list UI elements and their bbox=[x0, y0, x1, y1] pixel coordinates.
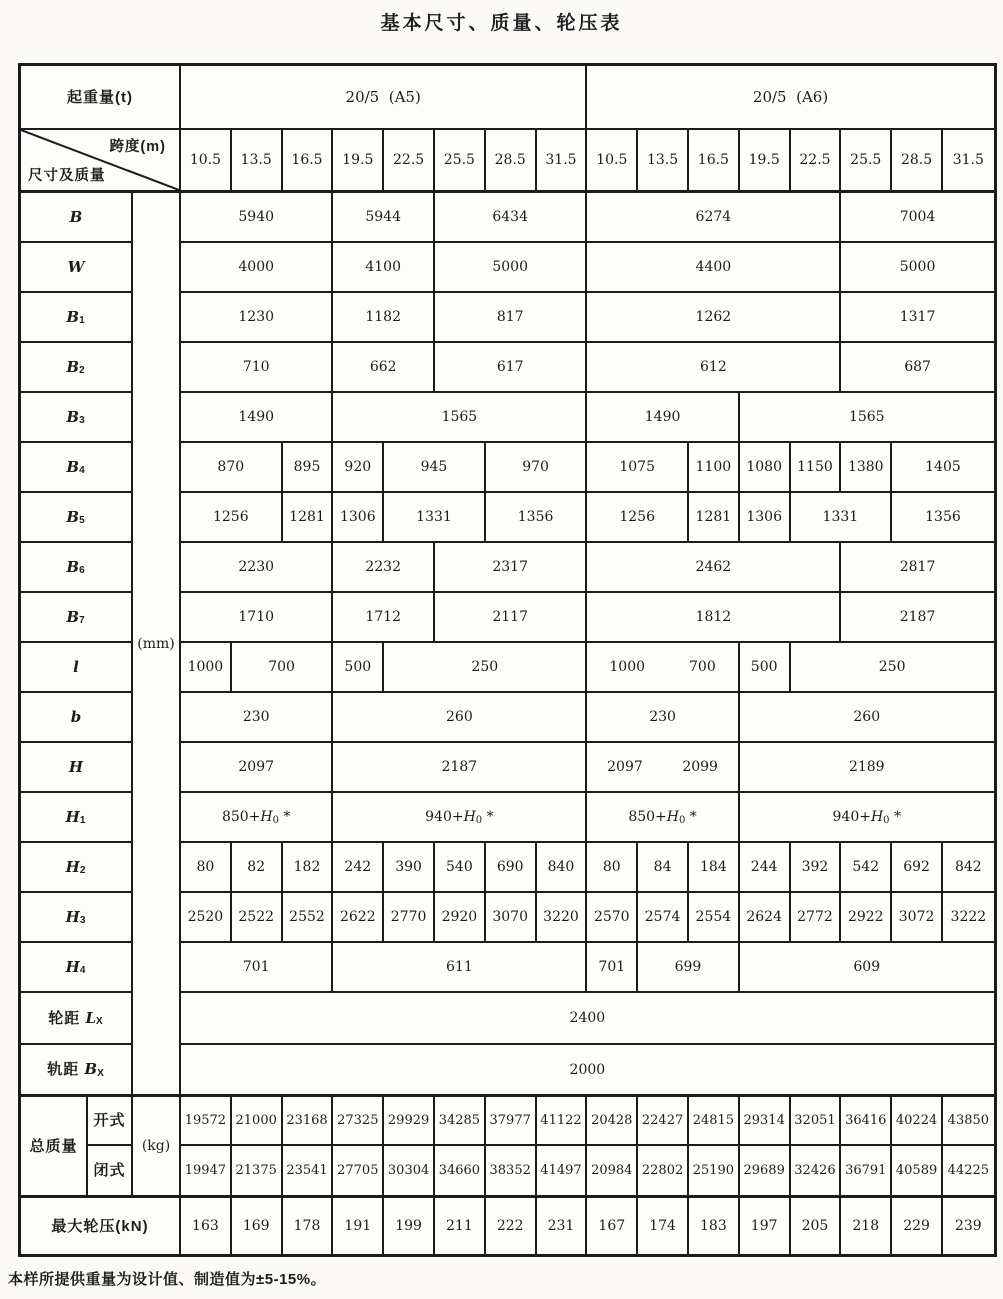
row-label bbox=[21, 493, 133, 543]
table-cell: 191 bbox=[333, 1198, 384, 1254]
text-part: 850+ bbox=[221, 809, 261, 825]
table-cell: 178 bbox=[283, 1198, 334, 1254]
table-cell: 174 bbox=[638, 1198, 689, 1254]
table-cell: 21000 bbox=[232, 1097, 283, 1146]
table-cell: 229 bbox=[892, 1198, 943, 1254]
table-cell: 500 bbox=[740, 643, 791, 693]
span-header: 13.5 bbox=[232, 130, 283, 193]
subscript: X bbox=[97, 1067, 105, 1079]
table-cell: 250 bbox=[384, 643, 587, 693]
table-cell: 1405 bbox=[892, 443, 994, 493]
mass-group-label: 总质量 bbox=[21, 1097, 88, 1198]
subscript: 4 bbox=[79, 465, 86, 476]
text-part: B bbox=[66, 607, 80, 626]
table-cell: 36791 bbox=[841, 1146, 892, 1198]
table-cell: 1565 bbox=[740, 393, 994, 443]
text-part: 940+ bbox=[832, 809, 871, 825]
table-cell: 1565 bbox=[333, 393, 587, 443]
subscript: 7 bbox=[79, 615, 86, 626]
table-cell: 1710 bbox=[181, 593, 333, 643]
table-cell: 41122 bbox=[537, 1097, 588, 1146]
table-cell: 662 bbox=[333, 343, 435, 393]
row-label bbox=[21, 393, 133, 443]
table-cell: 19947 bbox=[181, 1146, 232, 1198]
table-cell: 840 bbox=[537, 843, 588, 893]
table-cell: 540 bbox=[435, 843, 486, 893]
table-cell: 218 bbox=[841, 1198, 892, 1254]
table-cell: 1380 bbox=[841, 443, 892, 493]
subscript: 2 bbox=[79, 865, 87, 876]
subscript: X bbox=[96, 1016, 104, 1027]
table-cell: 1256 bbox=[181, 493, 283, 543]
table-cell: 250 bbox=[791, 643, 994, 693]
span-header: 19.5 bbox=[333, 130, 384, 193]
table-cell: 5000 bbox=[435, 243, 587, 293]
table-cell: 27705 bbox=[333, 1146, 384, 1198]
table-cell: 260 bbox=[740, 693, 994, 743]
table-cell: 687 bbox=[841, 343, 993, 393]
table-cell: 1230 bbox=[181, 293, 333, 343]
dimensions-mass-wheel-pressure-table bbox=[18, 63, 997, 1257]
table-cell bbox=[587, 643, 739, 693]
table-cell: 4400 bbox=[587, 243, 841, 293]
table-cell: 20984 bbox=[587, 1146, 638, 1198]
wheel-pressure-label: 最大轮压(kN) bbox=[21, 1198, 181, 1254]
table-cell: 1080 bbox=[740, 443, 791, 493]
corner-span-vs-dimensions bbox=[21, 130, 181, 193]
row-label bbox=[21, 293, 133, 343]
table-cell: 244 bbox=[740, 843, 791, 893]
text-part: B bbox=[66, 557, 80, 576]
table-cell: 23168 bbox=[283, 1097, 334, 1146]
table-cell: 2187 bbox=[841, 593, 993, 643]
table-cell: 29929 bbox=[384, 1097, 435, 1146]
table-cell: 2000 bbox=[181, 1045, 994, 1097]
table-cell: 34660 bbox=[435, 1146, 486, 1198]
span-header: 22.5 bbox=[791, 130, 842, 193]
header-lifting-capacity: 起重量(t) bbox=[21, 66, 181, 130]
table-cell: 1331 bbox=[384, 493, 486, 543]
table-cell: 1356 bbox=[486, 493, 588, 543]
table-cell: 242 bbox=[333, 843, 384, 893]
table-cell: 21375 bbox=[232, 1146, 283, 1198]
table-cell: 690 bbox=[486, 843, 537, 893]
table-cell: 1256 bbox=[587, 493, 689, 543]
subscript: 4 bbox=[79, 965, 87, 976]
table-cell: 2920 bbox=[435, 893, 486, 943]
table-cell: 82 bbox=[232, 843, 283, 893]
row-label bbox=[21, 443, 133, 493]
table-cell: 19572 bbox=[181, 1097, 232, 1146]
table-cell: 692 bbox=[892, 843, 943, 893]
table-cell: 2574 bbox=[638, 893, 689, 943]
table-cell: 32426 bbox=[791, 1146, 842, 1198]
mass-closed-label: 闭式 bbox=[88, 1146, 133, 1198]
text-part: B bbox=[66, 457, 80, 476]
table-cell: 2117 bbox=[435, 593, 587, 643]
table-cell: 205 bbox=[791, 1198, 842, 1254]
span-header: 19.5 bbox=[740, 130, 791, 193]
table-cell: 260 bbox=[333, 693, 587, 743]
table-cell: 2570 bbox=[587, 893, 638, 943]
text-part: H bbox=[65, 807, 80, 826]
table-cell: 27325 bbox=[333, 1097, 384, 1146]
table-cell: 1306 bbox=[740, 493, 791, 543]
text-part: 700 bbox=[689, 659, 716, 675]
unit-kg: (kg) bbox=[133, 1097, 181, 1198]
table-cell: 25190 bbox=[689, 1146, 740, 1198]
table-cell: 199 bbox=[384, 1198, 435, 1254]
table-cell: 32051 bbox=[791, 1097, 842, 1146]
subscript: 3 bbox=[79, 415, 86, 426]
text-part: B bbox=[69, 207, 83, 226]
table-cell: 542 bbox=[841, 843, 892, 893]
table-cell: 1075 bbox=[587, 443, 689, 493]
table-cell: 6274 bbox=[587, 193, 841, 243]
row-label bbox=[21, 243, 133, 293]
table-cell: 211 bbox=[435, 1198, 486, 1254]
text-part: B bbox=[84, 1060, 98, 1078]
text-part: l bbox=[73, 657, 79, 676]
table-cell: 3072 bbox=[892, 893, 943, 943]
table-cell bbox=[740, 793, 994, 843]
table-cell: 1182 bbox=[333, 293, 435, 343]
text-part: H bbox=[260, 809, 273, 825]
table-cell: 609 bbox=[740, 943, 994, 993]
text-part: B bbox=[66, 407, 80, 426]
table-cell: 41497 bbox=[537, 1146, 588, 1198]
table-cell: 20428 bbox=[587, 1097, 638, 1146]
text-part: L bbox=[85, 1008, 97, 1027]
text-part: H bbox=[68, 757, 84, 776]
table-cell: 29314 bbox=[740, 1097, 791, 1146]
row-label bbox=[21, 1045, 133, 1097]
text-part: * bbox=[889, 809, 901, 825]
subscript: 0 bbox=[475, 815, 483, 826]
table-cell: 5940 bbox=[181, 193, 333, 243]
subscript: 0 bbox=[272, 815, 279, 826]
table-cell bbox=[587, 793, 739, 843]
table-cell: 945 bbox=[384, 443, 486, 493]
table-cell: 2772 bbox=[791, 893, 842, 943]
table-cell: 80 bbox=[181, 843, 232, 893]
table-cell: 1100 bbox=[689, 443, 740, 493]
table-cell: 2400 bbox=[181, 993, 994, 1045]
table-cell: 22427 bbox=[638, 1097, 689, 1146]
mass-open-label: 开式 bbox=[88, 1097, 133, 1146]
row-label bbox=[21, 943, 133, 993]
table-cell: 1812 bbox=[587, 593, 841, 643]
span-header: 10.5 bbox=[181, 130, 232, 193]
table-cell: 1281 bbox=[689, 493, 740, 543]
text-part: H bbox=[65, 957, 80, 976]
table-cell: 500 bbox=[333, 643, 384, 693]
table-cell: 699 bbox=[638, 943, 740, 993]
table-cell: 617 bbox=[435, 343, 587, 393]
table-cell: 1317 bbox=[841, 293, 993, 343]
span-header: 10.5 bbox=[587, 130, 638, 193]
table-cell: 842 bbox=[943, 843, 994, 893]
table-cell: 1262 bbox=[587, 293, 841, 343]
table-cell: 1150 bbox=[791, 443, 842, 493]
row-label bbox=[21, 893, 133, 943]
table-cell: 40224 bbox=[892, 1097, 943, 1146]
table-cell: 2232 bbox=[333, 543, 435, 593]
row-label bbox=[21, 843, 133, 893]
text-part: * bbox=[482, 809, 494, 825]
table-cell: 2462 bbox=[587, 543, 841, 593]
table-cell: 701 bbox=[587, 943, 638, 993]
table-cell: 24815 bbox=[689, 1097, 740, 1146]
span-header: 16.5 bbox=[283, 130, 334, 193]
subscript: 1 bbox=[79, 315, 86, 326]
table-cell bbox=[181, 793, 333, 843]
table-cell: 36416 bbox=[841, 1097, 892, 1146]
table-cell: 1712 bbox=[333, 593, 435, 643]
span-header: 28.5 bbox=[486, 130, 537, 193]
table-cell: 700 bbox=[232, 643, 334, 693]
row-label bbox=[21, 593, 133, 643]
row-label bbox=[21, 793, 133, 843]
table-cell: 2552 bbox=[283, 893, 334, 943]
text-part: B bbox=[66, 307, 80, 326]
table-cell: 230 bbox=[587, 693, 739, 743]
footnote: 本样所提供重量为设计值、制造值为±5-15%。 bbox=[8, 1271, 327, 1288]
subscript: 1 bbox=[79, 815, 87, 826]
table-cell: 612 bbox=[587, 343, 841, 393]
table-cell: 37977 bbox=[486, 1097, 537, 1146]
text-part: H bbox=[65, 857, 80, 876]
table-cell: 22802 bbox=[638, 1146, 689, 1198]
text-part: * bbox=[278, 809, 291, 825]
table-cell: 40589 bbox=[892, 1146, 943, 1198]
table-cell: 34285 bbox=[435, 1097, 486, 1146]
table-cell: 169 bbox=[232, 1198, 283, 1254]
table-cell: 7004 bbox=[841, 193, 993, 243]
header-group-a6: 20/5 (A6) bbox=[587, 66, 993, 130]
text-part: 2097 bbox=[607, 759, 643, 775]
table-cell: 184 bbox=[689, 843, 740, 893]
row-label bbox=[21, 993, 133, 1045]
text-part: B bbox=[66, 507, 80, 526]
table-cell: 2922 bbox=[841, 893, 892, 943]
row-label bbox=[21, 743, 133, 793]
subscript: 0 bbox=[678, 815, 686, 826]
unit-mm: (mm) bbox=[133, 193, 181, 1097]
row-label bbox=[21, 343, 133, 393]
span-header: 25.5 bbox=[435, 130, 486, 193]
table-cell: 5944 bbox=[333, 193, 435, 243]
subscript: 2 bbox=[79, 365, 86, 376]
table-cell: 2097 bbox=[181, 743, 333, 793]
table-cell: 3070 bbox=[486, 893, 537, 943]
subscript: 3 bbox=[79, 915, 87, 926]
page-title: 基本尺寸、质量、轮压表 bbox=[380, 13, 623, 34]
span-header: 31.5 bbox=[537, 130, 588, 193]
table-cell: 80 bbox=[587, 843, 638, 893]
span-header: 31.5 bbox=[943, 130, 994, 193]
table-cell: 970 bbox=[486, 443, 588, 493]
row-label bbox=[21, 643, 133, 693]
table-cell bbox=[333, 793, 587, 843]
text-part: 1000 bbox=[609, 659, 646, 675]
text-part: H bbox=[666, 809, 679, 825]
text-part: 850+ bbox=[628, 809, 667, 825]
table-cell: 870 bbox=[181, 443, 283, 493]
table-cell: 390 bbox=[384, 843, 435, 893]
table-cell: 817 bbox=[435, 293, 587, 343]
subscript: 0 bbox=[883, 815, 890, 826]
text-part: W bbox=[67, 257, 85, 276]
table-cell: 4000 bbox=[181, 243, 333, 293]
row-label bbox=[21, 543, 133, 593]
table-cell: 1331 bbox=[791, 493, 893, 543]
table-cell: 38352 bbox=[486, 1146, 537, 1198]
text-part: H bbox=[65, 907, 80, 926]
table-cell: 231 bbox=[537, 1198, 588, 1254]
table-cell: 1356 bbox=[892, 493, 994, 543]
table-cell: 163 bbox=[181, 1198, 232, 1254]
table-cell: 2624 bbox=[740, 893, 791, 943]
table-cell bbox=[587, 743, 739, 793]
table-cell: 182 bbox=[283, 843, 334, 893]
text-part: 尺寸及质量 bbox=[28, 167, 106, 184]
table-cell: 3220 bbox=[537, 893, 588, 943]
table-cell: 1000 bbox=[181, 643, 232, 693]
table-cell: 2230 bbox=[181, 543, 333, 593]
table-cell: 1490 bbox=[587, 393, 739, 443]
text-part: 2099 bbox=[682, 759, 718, 775]
text-part: H bbox=[463, 809, 476, 825]
table-cell: 3222 bbox=[943, 893, 994, 943]
text-part: b bbox=[70, 707, 82, 726]
table-cell: 2189 bbox=[740, 743, 994, 793]
text-part: 跨度(m) bbox=[109, 139, 166, 155]
text-part: 轨距 bbox=[47, 1061, 85, 1078]
table-cell: 197 bbox=[740, 1198, 791, 1254]
row-label bbox=[21, 193, 133, 243]
table-cell: 710 bbox=[181, 343, 333, 393]
text-part: * bbox=[685, 809, 697, 825]
table-cell: 2554 bbox=[689, 893, 740, 943]
table-cell: 222 bbox=[486, 1198, 537, 1254]
text-part: H bbox=[870, 809, 884, 825]
table-cell: 5000 bbox=[841, 243, 993, 293]
table-cell: 1281 bbox=[283, 493, 334, 543]
header-group-a5: 20/5 (A5) bbox=[181, 66, 587, 130]
text-part: 轮距 bbox=[48, 1009, 86, 1027]
row-label bbox=[21, 693, 133, 743]
table-cell: 611 bbox=[333, 943, 587, 993]
table-cell: 230 bbox=[181, 693, 333, 743]
table-cell: 4100 bbox=[333, 243, 435, 293]
table-cell: 392 bbox=[791, 843, 842, 893]
table-cell: 30304 bbox=[384, 1146, 435, 1198]
text-part: 940+ bbox=[425, 809, 464, 825]
table-cell: 920 bbox=[333, 443, 384, 493]
table-cell: 29689 bbox=[740, 1146, 791, 1198]
span-header: 13.5 bbox=[638, 130, 689, 193]
subscript: 6 bbox=[79, 565, 86, 576]
table-cell: 2317 bbox=[435, 543, 587, 593]
table-cell: 2817 bbox=[841, 543, 993, 593]
table-cell: 1306 bbox=[333, 493, 384, 543]
span-header: 25.5 bbox=[841, 130, 892, 193]
table-cell: 239 bbox=[954, 1218, 982, 1234]
span-header: 16.5 bbox=[689, 130, 740, 193]
span-header: 28.5 bbox=[892, 130, 943, 193]
table-cell: 2770 bbox=[384, 893, 435, 943]
table-cell: 183 bbox=[689, 1198, 740, 1254]
table-cell: 84 bbox=[638, 843, 689, 893]
table-cell: 701 bbox=[181, 943, 333, 993]
table-cell: 2187 bbox=[333, 743, 587, 793]
span-header: 22.5 bbox=[384, 130, 435, 193]
table-cell: 1490 bbox=[181, 393, 333, 443]
table-cell: 167 bbox=[587, 1198, 638, 1254]
table-cell: 44225 bbox=[943, 1146, 994, 1198]
table-cell: 2622 bbox=[333, 893, 384, 943]
table-cell: 895 bbox=[283, 443, 334, 493]
text-part: B bbox=[66, 357, 80, 376]
table-cell: 2520 bbox=[181, 893, 232, 943]
table-cell: 23541 bbox=[283, 1146, 334, 1198]
subscript: 5 bbox=[79, 515, 86, 526]
table-cell: 6434 bbox=[435, 193, 587, 243]
table-cell: 2522 bbox=[232, 893, 283, 943]
table-cell: 43850 bbox=[943, 1097, 994, 1146]
